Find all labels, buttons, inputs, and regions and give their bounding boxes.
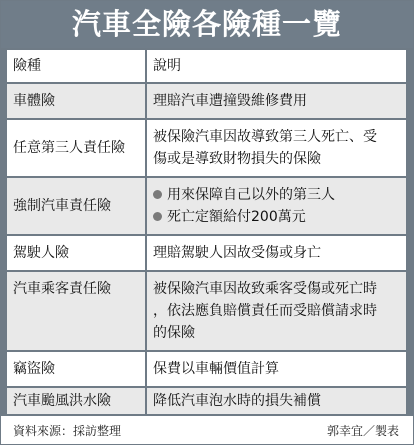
table-row xyxy=(7,120,406,176)
table-row xyxy=(7,272,406,350)
table-row xyxy=(7,84,406,118)
row-description-cell xyxy=(147,178,406,234)
table-footer xyxy=(1,416,413,444)
row-type-cell: 汽車颱風洪水險 xyxy=(7,388,145,414)
row-type-cell: 駕駛人險 xyxy=(7,236,145,270)
header-cell-type: 險種 xyxy=(7,50,145,82)
table-row xyxy=(7,352,406,386)
source-note: 資料來源：採訪整理 xyxy=(13,424,122,438)
bullet-item: 死亡定額給付200萬元 xyxy=(153,206,400,228)
row-type-cell: 車體險 xyxy=(7,84,145,118)
credit-note: 郭幸宜／製表 xyxy=(326,424,399,438)
row-description-cell: 理賠汽車遭撞毀維修費用 xyxy=(147,84,406,118)
row-type-cell: 汽車乘客責任險 xyxy=(7,272,145,350)
header-cell-description: 說明 xyxy=(147,50,406,82)
row-type-cell: 強制汽車責任險 xyxy=(7,178,145,234)
row-description-cell: 被保險汽車因故導致第三人死亡、受 傷或是導致財物損失的保險 xyxy=(147,120,406,176)
table-row xyxy=(7,236,406,270)
row-description-cell: 理賠駕駛人因故受傷或身亡 xyxy=(147,236,406,270)
bullet-item: 用來保障自己以外的第三人 xyxy=(153,184,400,206)
row-type-cell: 竊盜險 xyxy=(7,352,145,386)
table-title: 汽車全險各險種一覽 xyxy=(1,1,413,48)
table-header-row xyxy=(7,50,406,82)
table-row xyxy=(7,178,406,234)
bullet-dot-icon xyxy=(153,212,162,221)
bullet-dot-icon xyxy=(153,190,162,199)
row-description-cell: 被保險汽車因故致乘客受傷或死亡時 ，依法應負賠償責任而受賠償請求時 的保險 xyxy=(147,272,406,350)
row-description-cell: 降低汽車泡水時的損失補償 xyxy=(147,388,406,414)
table-row xyxy=(7,388,406,414)
row-type-cell: 任意第三人責任險 xyxy=(7,120,145,176)
row-description-cell: 保費以車輛價值計算 xyxy=(147,352,406,386)
